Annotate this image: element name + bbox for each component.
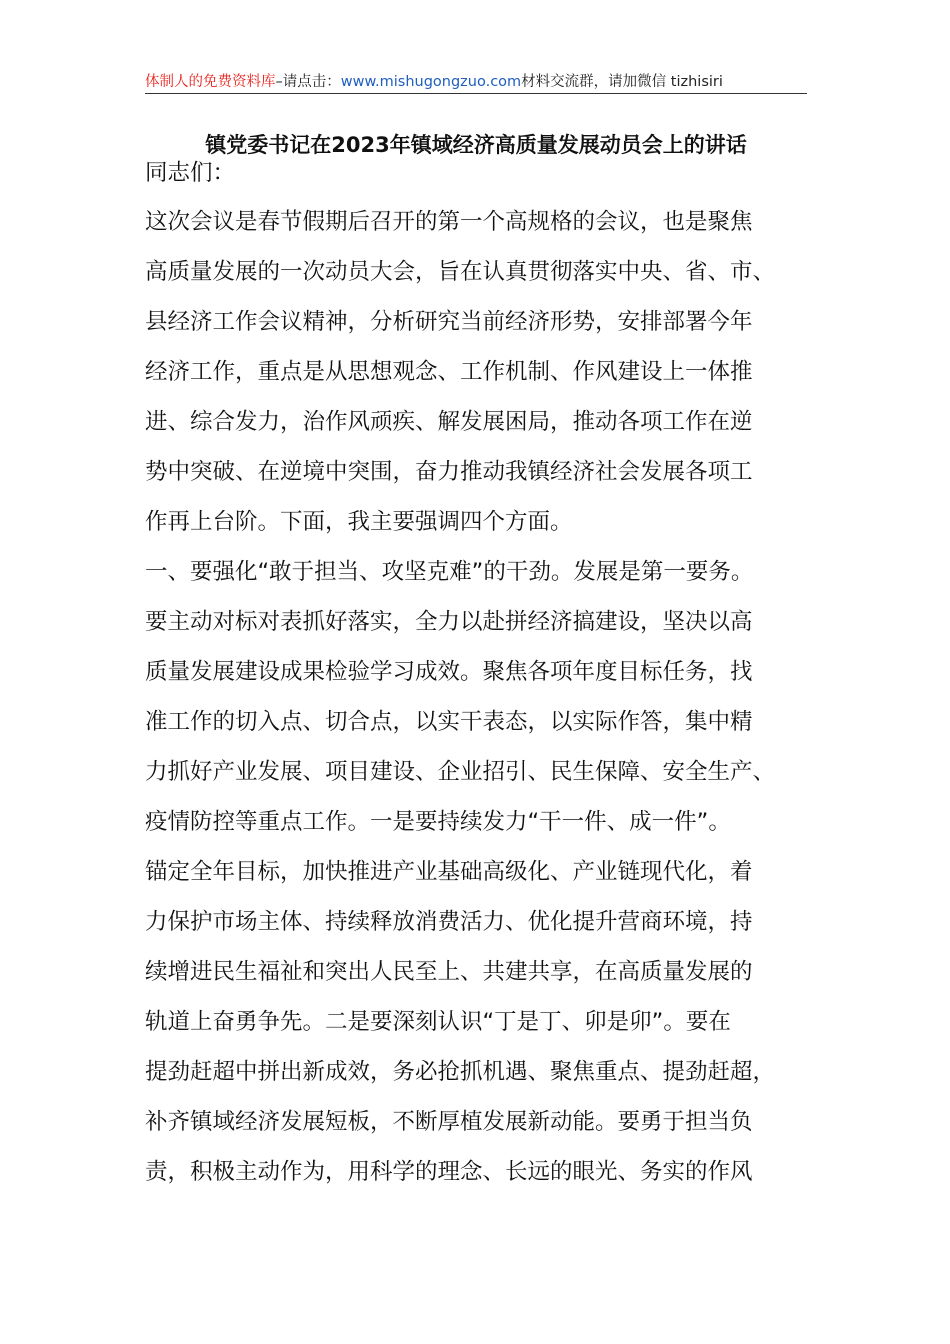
- body-line: 责，积极主动作为，用科学的理念、长远的眼光、务实的作风: [145, 1159, 753, 1185]
- document-title: 镇党委书记在2023年镇域经济高质量发展动员会上的讲话: [205, 133, 747, 157]
- body-line: 续增进民生福祉和突出人民至上、共建共享，在高质量发展的: [145, 959, 753, 985]
- body-line: 锚定全年目标，加快推进产业基础高级化、产业链现代化，着: [145, 859, 753, 885]
- body-line: 高质量发展的一次动员大会，旨在认真贯彻落实中央、省、市、: [145, 259, 776, 285]
- body-line: 经济工作，重点是从思想观念、工作机制、作风建设上一体推: [145, 359, 753, 385]
- body-line: 力保护市场主体、持续释放消费活力、优化提升营商环境，持: [145, 909, 753, 935]
- header-url-link[interactable]: www.mishugongzuo.com: [340, 74, 522, 90]
- body-line: 质量发展建设成果检验学习成效。聚焦各项年度目标任务，找: [145, 659, 753, 685]
- page-header: [145, 70, 807, 94]
- body-line: 准工作的切入点、切合点，以实干表态，以实际作答，集中精: [145, 709, 753, 735]
- header-divider: [145, 93, 807, 94]
- document-body: [145, 197, 817, 1197]
- body-line: 要主动对标对表抓好落实，全力以赴拼经济搞建设，坚决以高: [145, 609, 753, 635]
- body-line: 一、要强化“敢于担当、攻坚克难”的干劲。发展是第一要务。: [145, 559, 754, 585]
- body-line: 力抓好产业发展、项目建设、企业招引、民生保障、安全生产、: [145, 759, 776, 785]
- body-line: 轨道上奋勇争先。二是要深刻认识“丁是丁、卯是卯”。要在: [145, 1009, 731, 1035]
- header-brand: 体制人的免费资料库: [145, 74, 276, 90]
- body-line: 势中突破、在逆境中突围，奋力推动我镇经济社会发展各项工: [145, 459, 753, 485]
- salutation: 同志们：: [145, 160, 236, 186]
- body-line: 疫情防控等重点工作。一是要持续发力“干一件、成一件”。: [145, 809, 731, 835]
- body-line: 进、综合发力，治作风顽疾、解发展困局，推动各项工作在逆: [145, 409, 753, 435]
- body-line: 补齐镇域经济发展短板，不断厚植发展新动能。要勇于担当负: [145, 1109, 753, 1135]
- header-prompt: –请点击：: [275, 74, 341, 90]
- body-line: 提劲赶超中拼出新成效，务必抢抓机遇、聚焦重点、提劲赶超，: [145, 1059, 776, 1085]
- body-line: 作再上台阶。下面，我主要强调四个方面。: [145, 509, 573, 535]
- body-line: 县经济工作会议精神，分析研究当前经济形势，安排部署今年: [145, 309, 753, 335]
- header-note: 材料交流群，请加微信 tizhisiri: [521, 74, 723, 90]
- body-line: 这次会议是春节假期后召开的第一个高规格的会议，也是聚焦: [145, 209, 753, 235]
